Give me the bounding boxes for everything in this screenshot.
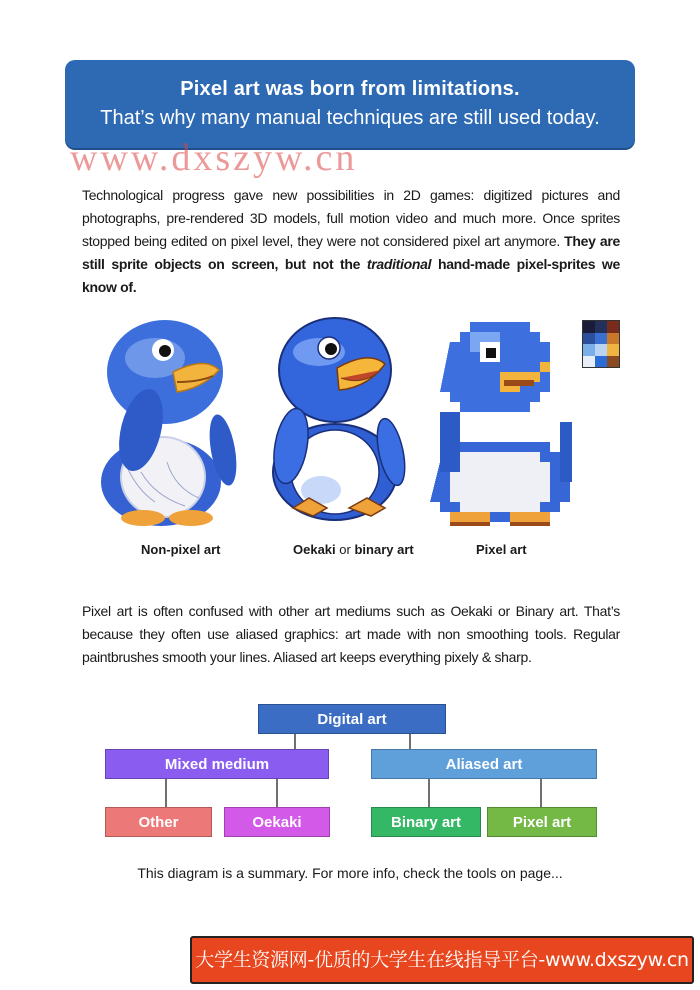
diagram-node-mixed-medium: Mixed medium bbox=[105, 749, 329, 779]
caption-binary-art: binary art bbox=[354, 542, 414, 557]
palette-swatch-cell bbox=[607, 333, 619, 345]
explanation-paragraph: Pixel art is often confused with other art mediums such as Oekaki or Binary art. That’s because they often use aliased graphics: art made with non smoothing tools. Regular paintbrushes smooth your lines. Aliased art keeps everything pixely & sharp. bbox=[82, 603, 620, 665]
palette-swatch-cell bbox=[583, 356, 595, 368]
penguin-oekaki-illustration bbox=[263, 312, 413, 530]
caption-oekaki-binary bbox=[293, 542, 414, 557]
banner-title: Pixel art was born from limitations. bbox=[180, 78, 520, 100]
diagram-node-digital-art: Digital art bbox=[258, 704, 446, 734]
palette-swatch-cell bbox=[595, 333, 607, 345]
palette-swatch-cell bbox=[595, 344, 607, 356]
palette-swatch-cell bbox=[607, 321, 619, 333]
penguin-pixel-illustration bbox=[430, 312, 580, 530]
footer-ad-banner[interactable]: 大学生资源网-优质的大学生在线指导平台-www.dxszyw.cn bbox=[190, 936, 694, 984]
intro-paragraph bbox=[82, 184, 620, 299]
palette-swatch-cell bbox=[583, 333, 595, 345]
caption-non-pixel-art: Non-pixel art bbox=[141, 542, 221, 557]
watermark-text: www.dxszyw.cn bbox=[70, 137, 358, 179]
palette-swatch-cell bbox=[595, 356, 607, 368]
intro-bold-italic: traditional bbox=[366, 256, 432, 272]
palette-swatch-cell bbox=[583, 321, 595, 333]
title-banner bbox=[65, 60, 635, 148]
palette-swatch-cell bbox=[607, 344, 619, 356]
color-palette-swatch bbox=[582, 320, 620, 368]
caption-or: or bbox=[339, 542, 351, 557]
diagram-node-oekaki: Oekaki bbox=[224, 807, 330, 837]
palette-swatch-cell bbox=[595, 321, 607, 333]
diagram-node-pixel-art: Pixel art bbox=[487, 807, 597, 837]
diagram-node-aliased-art: Aliased art bbox=[371, 749, 597, 779]
diagram-node-other: Other bbox=[105, 807, 212, 837]
intro-text: Technological progress gave new possibilities in 2D games: digitized pictures and photographs, pre-rendered 3D models, full motion video and much more. Once sprites stopped being edited on pixel level, they were not considered pixel art anymore. bbox=[82, 187, 620, 249]
caption-pixel-art: Pixel art bbox=[476, 542, 527, 557]
intro-bold-b: hand-made pixel-sprites we know of. bbox=[82, 256, 620, 295]
palette-swatch-cell bbox=[607, 356, 619, 368]
diagram-summary-note: This diagram is a summary. For more info, check the tools on page... bbox=[137, 865, 563, 881]
caption-oekaki: Oekaki bbox=[293, 542, 336, 557]
diagram-node-binary-art: Binary art bbox=[371, 807, 481, 837]
banner-subtitle: That’s why many manual techniques are still used today. bbox=[100, 107, 600, 129]
intro-bold-a: They are still sprite objects on screen, but not the bbox=[82, 233, 620, 272]
penguin-non-pixel-illustration bbox=[95, 312, 245, 530]
palette-swatch-cell bbox=[583, 344, 595, 356]
